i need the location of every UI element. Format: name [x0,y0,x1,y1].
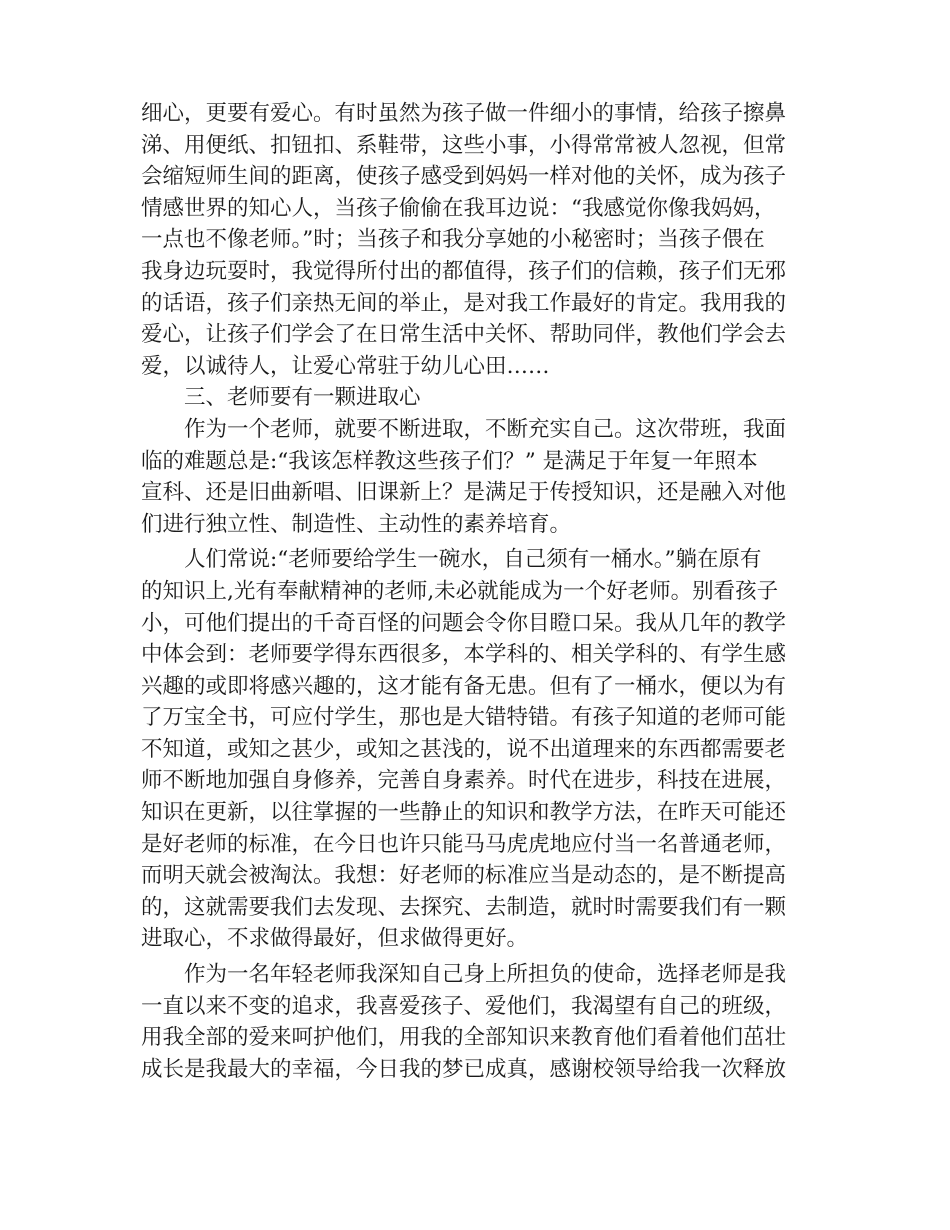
text-line: 涕、用便纸、扣钮扣、系鞋带，这些小事，小得常常被人忽视，但常 [141,132,787,158]
text-line: 们进行独立性、制造性、主动性的素养培育。 [141,511,572,537]
text-line: 会缩短师生间的距离，使孩子感受到妈妈一样对他的关怀，成为孩子 [141,164,787,190]
text-line: 一点也不像老师。”时；当孩子和我分享她的小秘密时；当孩子偎在 [141,227,765,253]
document-page [141,98,801,1085]
section-heading [141,382,801,414]
text-line: 了万宝全书，可应付学生，那也是大错特错。有孩子知道的老师可能 [141,705,787,731]
text-line: 知识在更新，以往掌握的一些静止的知识和教学方法，在昨天可能还 [141,800,787,826]
text-line: 爱心，让孩子们学会了在日常生活中关怀、帮助同伴，教他们学会去 [141,322,787,348]
text-line: 用我全部的爱来呵护他们，用我的全部知识来教育他们看着他们茁壮 [141,1025,787,1051]
text-line: 中体会到：老师要学得东西很多，本学科的、相关学科的、有学生感 [141,642,787,668]
text-line: 情感世界的知心人，当孩子偷偷在我耳边说：“我感觉你像我妈妈， [141,195,776,221]
text-line: 的话语，孩子们亲热无间的举止，是对我工作最好的肯定。我用我的 [141,290,787,316]
paragraph-bucket-of-water [141,544,801,955]
paragraph-love-heart [141,98,801,382]
text-line: 的知识上,光有奉献精神的老师,未必就能成为一个好老师。别看孩子 [141,578,779,604]
text-line: 我身边玩耍时，我觉得所付出的都值得，孩子们的信赖，孩子们无邪 [141,258,787,284]
text-line: 的，这就需要我们去发现、去探究、去制造，就时时需要我们有一颗 [141,894,787,920]
section-heading-text: 三、老师要有一颗进取心 [184,385,421,411]
text-line: 师不断地加强自身修养，完善自身素养。时代在进步，科技在进展， [141,768,787,794]
text-line: 爱，以诚待人，让爱心常驻于幼儿心田…… [141,353,550,379]
text-line: 作为一名年轻老师我深知自己身上所担负的使命，选择老师是我 [184,962,787,988]
text-line: 不知道，或知之甚少，或知之甚浅的，说不出道理来的东西都需要老 [141,736,787,762]
text-line: 小，可他们提出的千奇百怪的问题会令你目瞪口呆。我从几年的教学 [141,610,787,636]
text-line: 是好老师的标准，在今日也许只能马马虎虎地应付当一名普通老师， [141,831,787,857]
paragraph-progress [141,414,801,540]
text-line: 宣科、还是旧曲新唱、旧课新上？是满足于传授知识，还是融入对他 [141,480,787,506]
text-line: 一直以来不变的追求，我喜爱孩子、爱他们，我渴望有自己的班级， [141,993,787,1019]
text-line: 人们常说:“老师要给学生一碗水，自己须有一桶水。”躺在原有 [184,547,762,573]
text-line: 临的难题总是:“我该怎样教这些孩子们？” 是满足于年复一年照本 [141,448,758,474]
paragraph-young-teacher [141,959,801,1085]
text-line: 作为一个老师，就要不断进取，不断充实自己。这次带班，我面 [184,416,787,442]
text-line: 细心，更要有爱心。有时虽然为孩子做一件细小的事情，给孩子擦鼻 [141,101,787,126]
text-line: 成长是我最大的幸福，今日我的梦已成真，感谢校领导给我一次释放 [141,1056,787,1082]
text-line: 进取心，不求做得最好，但求做得更好。 [141,926,529,952]
text-line: 而明天就会被淘汰。我想：好老师的标准应当是动态的，是不断提高 [141,863,787,889]
text-line: 兴趣的或即将感兴趣的，这才能有备无患。但有了一桶水，便以为有 [141,673,787,699]
